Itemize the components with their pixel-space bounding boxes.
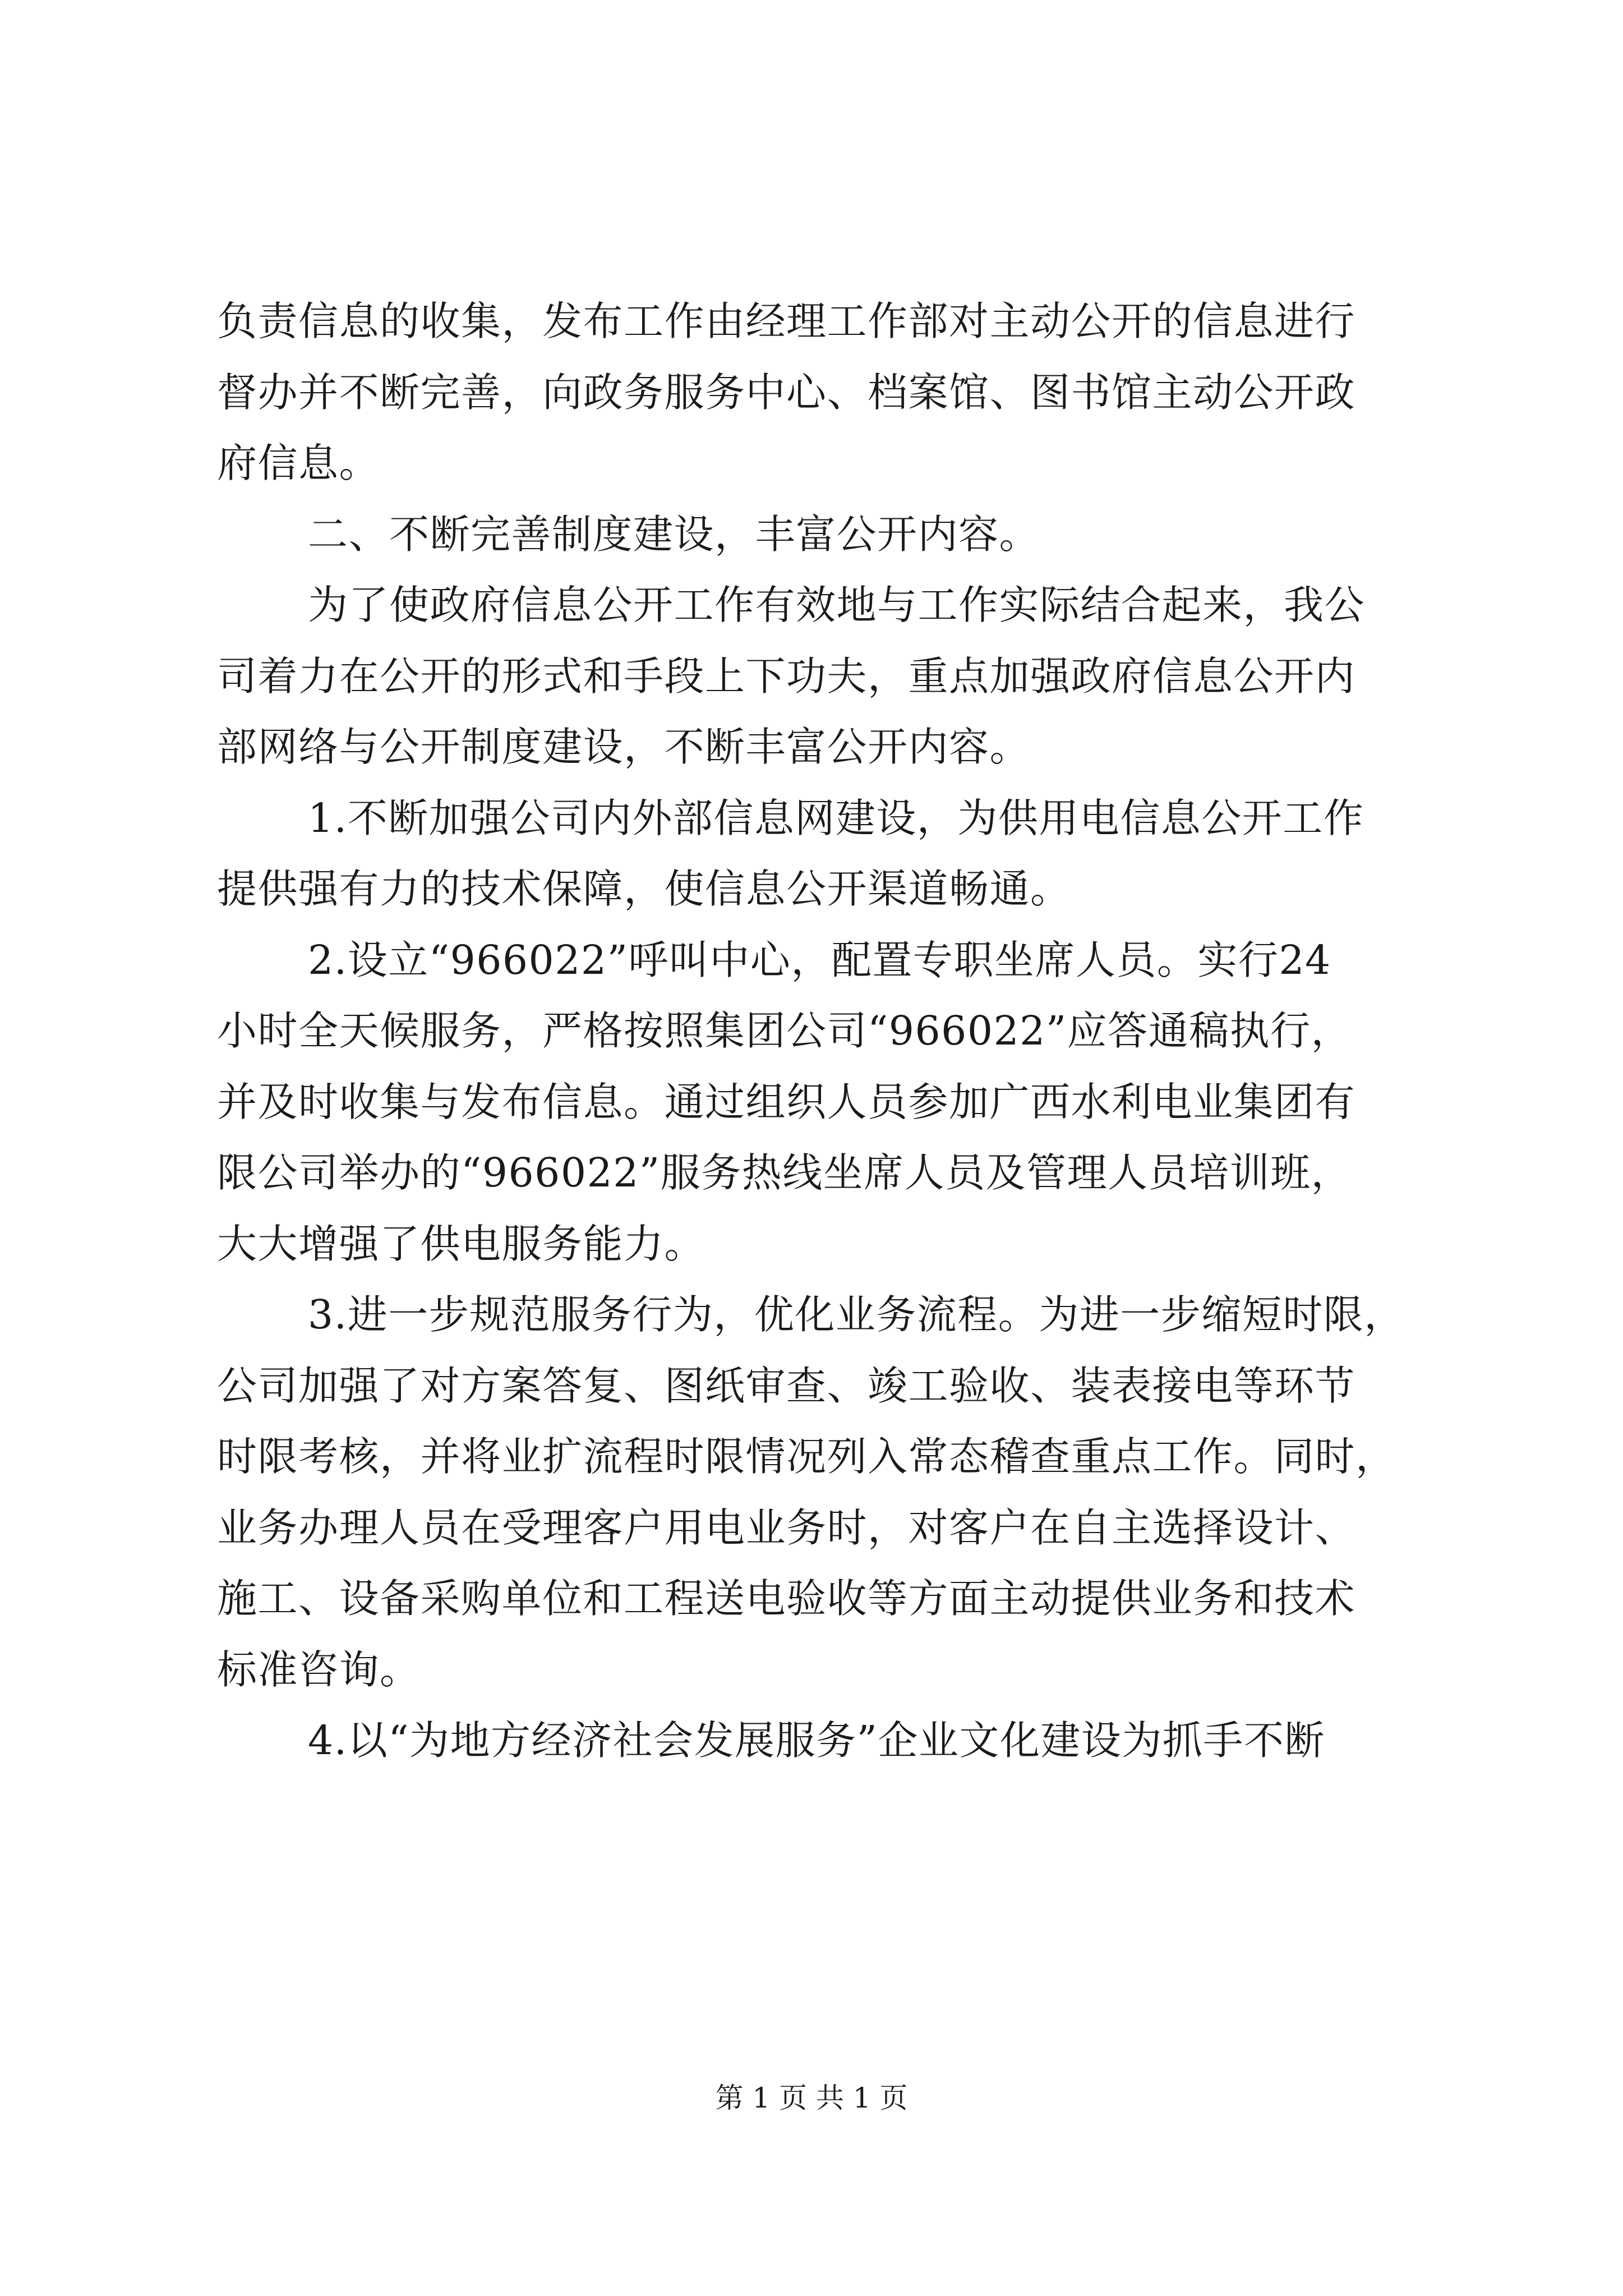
text-line: 督办并不断完善，向政务服务中心、档案馆、图书馆主动公开政 (217, 369, 1356, 416)
text-line: 府信息。 (217, 440, 380, 486)
text-line: 司着力在公开的形式和手段上下功夫，重点加强政府信息公开内 (217, 652, 1356, 700)
text-line: 标准咨询。 (217, 1646, 421, 1693)
page-footer: 第 1 页 共 1 页 (715, 2082, 908, 2114)
text-line: 二、不断完善制度建设，丰富公开内容。 (308, 510, 1040, 558)
text-line: 2.设立“966022”呼叫中心，配置专职坐席人员。实行24 (308, 936, 1331, 983)
text-line: 限公司举办的“966022”服务热线坐席人员及管理人员培训班， (217, 1149, 1352, 1196)
text-line: 小时全天候服务，严格按照集团公司“966022”应答通稿执行， (217, 1007, 1352, 1054)
text-line: 3.进一步规范服务行为，优化业务流程。为进一步缩短时限， (308, 1291, 1405, 1338)
text-line: 公司加强了对方案答复、图纸审查、竣工验收、装表接电等环节 (217, 1362, 1356, 1409)
text-line: 业务办理人员在受理客户用电业务时，对客户在自主选择设计、 (217, 1504, 1356, 1551)
document-body (217, 286, 1451, 1777)
text-line: 部网络与公开制度建设，不断丰富公开内容。 (217, 724, 1031, 770)
text-line: 1.不断加强公司内外部信息网建设，为供用电信息公开工作 (308, 794, 1364, 841)
text-line: 为了使政府信息公开工作有效地与工作实际结合起来，我公 (308, 582, 1366, 628)
text-line: 施工、设备采购单位和工程送电验收等方面主动提供业务和技术 (217, 1575, 1356, 1622)
text-line: 提供强有力的技术保障，使信息公开渠道畅通。 (217, 866, 1071, 912)
text-line: 时限考核，并将业扩流程时限情况列入常态稽查重点工作。同时， (217, 1433, 1396, 1480)
text-line: 4.以“为地方经济社会发展服务”企业文化建设为抓手不断 (308, 1717, 1325, 1764)
text-line: 并及时收集与发布信息。通过组织人员参加广西水利电业集团有 (217, 1078, 1356, 1125)
text-line: 大大增强了供电服务能力。 (217, 1220, 706, 1267)
text-line: 负责信息的收集，发布工作由经理工作部对主动公开的信息进行 (217, 298, 1356, 344)
